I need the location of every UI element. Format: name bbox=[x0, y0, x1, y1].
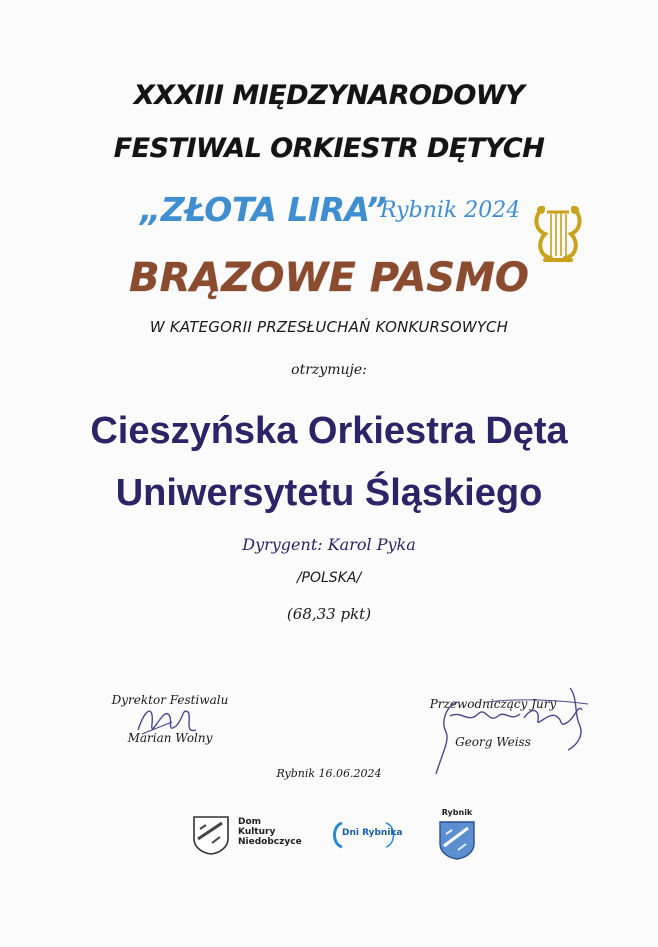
dni-rybnika-logo bbox=[330, 818, 403, 850]
rybnik-logo-text: Rybnik bbox=[441, 808, 473, 817]
award-title: BRĄZOWE PASMO bbox=[129, 255, 529, 301]
director-signature bbox=[132, 700, 202, 746]
issue-date: Rybnik 16.06.2024 bbox=[276, 767, 382, 780]
director-name: Marian Wolny bbox=[127, 731, 213, 745]
recipient-name-line2: Uniwersytetu Śląskiego bbox=[115, 472, 543, 514]
rybnik-logo bbox=[433, 808, 483, 860]
jury-role: Przewodniczący Jury bbox=[429, 697, 557, 711]
dom-kultury-text bbox=[238, 817, 302, 847]
country: /POLSKA/ bbox=[296, 570, 362, 586]
points: (68,33 pkt) bbox=[286, 605, 372, 623]
recipient-name-line1: Cieszyńska Orkiestra Dęta bbox=[90, 410, 568, 452]
dk-line2: Kultury bbox=[238, 827, 276, 837]
festival-city-year: Rybnik 2024 bbox=[380, 198, 521, 223]
festival-name: „ZŁOTA LIRA” bbox=[140, 190, 387, 229]
dk-line3: Niedobczyce bbox=[238, 837, 302, 847]
dom-kultury-logo bbox=[192, 815, 312, 857]
festival-title-line1: XXXIII MIĘDZYNARODOWY bbox=[133, 80, 525, 111]
coat-of-arms-icon bbox=[438, 820, 476, 860]
conductor: Dyrygent: Karol Pyka bbox=[242, 535, 416, 554]
jury-signature bbox=[428, 684, 598, 780]
festival-title-line2: FESTIWAL ORKIESTR DĘTYCH bbox=[113, 133, 545, 164]
award-category: W KATEGORII PRZESŁUCHAŃ KONKURSOWYCH bbox=[149, 318, 509, 336]
director-role: Dyrektor Festiwalu bbox=[111, 693, 229, 707]
dk-line1: Dom bbox=[238, 817, 262, 827]
receives-label: otrzymuje: bbox=[291, 362, 367, 378]
coat-of-arms-icon bbox=[192, 815, 230, 855]
dni-rybnika-text: Dni Rybnika bbox=[342, 828, 403, 838]
jury-name: Georg Weiss bbox=[455, 735, 531, 749]
